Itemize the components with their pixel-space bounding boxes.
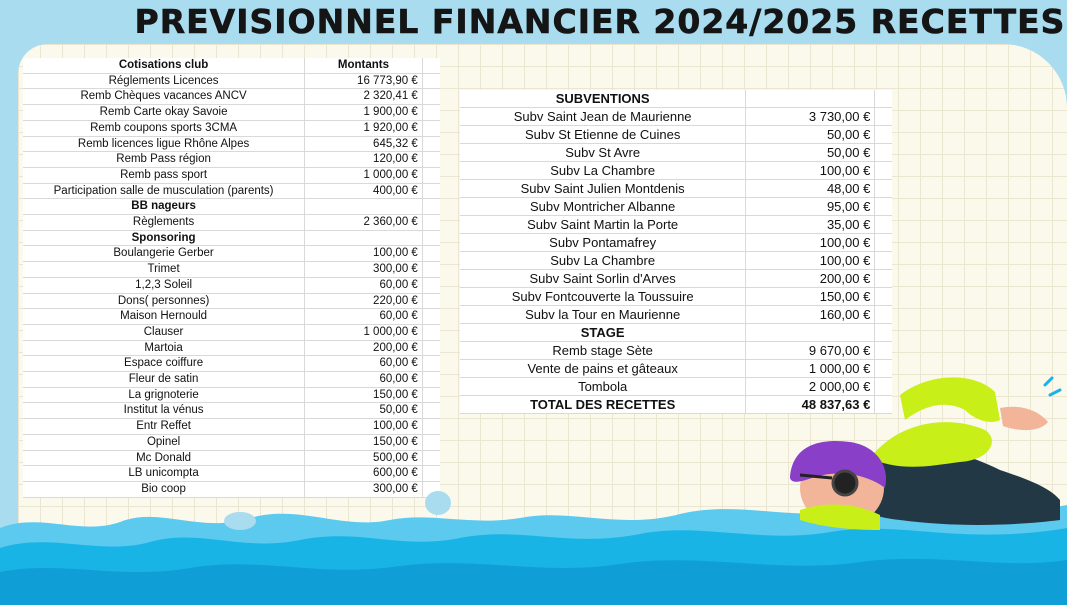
column-header-label: Cotisations club bbox=[23, 58, 305, 73]
row-amount: 100,00 € bbox=[305, 246, 423, 262]
row-label: Remb Pass région bbox=[23, 152, 305, 168]
row-label: Mc Donald bbox=[23, 450, 305, 466]
row-label: Remb licences ligue Rhône Alpes bbox=[23, 136, 305, 152]
row-label: Boulangerie Gerber bbox=[23, 246, 305, 262]
row-label: Entr Reffet bbox=[23, 419, 305, 435]
row-amount: 16 773,90 € bbox=[305, 73, 423, 89]
row-amount: 48,00 € bbox=[746, 180, 875, 198]
row-amount: 100,00 € bbox=[746, 162, 875, 180]
row-label: Subv La Chambre bbox=[460, 252, 746, 270]
row-amount: 300,00 € bbox=[305, 481, 423, 497]
row-label: BB nageurs bbox=[23, 199, 305, 215]
row-amount: 120,00 € bbox=[305, 152, 423, 168]
row-label: Tombola bbox=[460, 378, 746, 396]
row-label: Subv Pontamafrey bbox=[460, 234, 746, 252]
row-label: SUBVENTIONS bbox=[460, 90, 746, 108]
row-label: Institut la vénus bbox=[23, 403, 305, 419]
row-label: Subv Fontcouverte la Toussuire bbox=[460, 288, 746, 306]
row-amount: 3 730,00 € bbox=[746, 108, 875, 126]
row-label: Subv Saint Sorlin d'Arves bbox=[460, 270, 746, 288]
row-label: STAGE bbox=[460, 324, 746, 342]
row-label: Remb Carte okay Savoie bbox=[23, 105, 305, 121]
row-amount: 50,00 € bbox=[305, 403, 423, 419]
row-amount: 150,00 € bbox=[305, 387, 423, 403]
swimmer-hand bbox=[1000, 407, 1048, 430]
row-amount: 95,00 € bbox=[746, 198, 875, 216]
row-label: Subv Saint Julien Montdenis bbox=[460, 180, 746, 198]
row-label: Subv la Tour en Maurienne bbox=[460, 306, 746, 324]
row-amount: 220,00 € bbox=[305, 293, 423, 309]
row-label: TOTAL DES RECETTES bbox=[460, 396, 746, 414]
splash-lines bbox=[1045, 378, 1060, 395]
row-label: Opinel bbox=[23, 434, 305, 450]
row-amount: 200,00 € bbox=[305, 340, 423, 356]
row-label: Réglements Licences bbox=[23, 73, 305, 89]
row-label: Trimet bbox=[23, 262, 305, 278]
row-label: Remb coupons sports 3CMA bbox=[23, 120, 305, 136]
row-amount: 50,00 € bbox=[746, 126, 875, 144]
row-amount: 35,00 € bbox=[746, 216, 875, 234]
row-label: Subv Saint Jean de Maurienne bbox=[460, 108, 746, 126]
row-amount: 60,00 € bbox=[305, 356, 423, 372]
row-amount: 1 000,00 € bbox=[305, 167, 423, 183]
row-amount: 150,00 € bbox=[305, 434, 423, 450]
row-amount: 100,00 € bbox=[746, 234, 875, 252]
column-header-amount: Montants bbox=[305, 58, 423, 73]
row-label: LB unicompta bbox=[23, 466, 305, 482]
row-amount: 60,00 € bbox=[305, 372, 423, 388]
row-amount: 150,00 € bbox=[746, 288, 875, 306]
row-amount: 1 000,00 € bbox=[746, 360, 875, 378]
row-label: Maison Hernould bbox=[23, 309, 305, 325]
row-amount: 200,00 € bbox=[746, 270, 875, 288]
row-label: Subv La Chambre bbox=[460, 162, 746, 180]
row-amount: 160,00 € bbox=[746, 306, 875, 324]
row-amount: 100,00 € bbox=[746, 252, 875, 270]
row-label: Bio coop bbox=[23, 481, 305, 497]
row-amount: 9 670,00 € bbox=[746, 342, 875, 360]
row-label: Subv Saint Martin la Porte bbox=[460, 216, 746, 234]
page-title: PREVISIONNEL FINANCIER 2024/2025 RECETTES bbox=[134, 2, 1066, 41]
row-label: Remb stage Sète bbox=[460, 342, 746, 360]
row-amount: 100,00 € bbox=[305, 419, 423, 435]
row-label: Dons( personnes) bbox=[23, 293, 305, 309]
row-label: 1,2,3 Soleil bbox=[23, 277, 305, 293]
row-amount: 500,00 € bbox=[305, 450, 423, 466]
row-amount: 1 000,00 € bbox=[305, 324, 423, 340]
row-amount: 300,00 € bbox=[305, 262, 423, 278]
row-amount: 1 920,00 € bbox=[305, 120, 423, 136]
row-label: Martoia bbox=[23, 340, 305, 356]
row-label: Subv St Etienne de Cuines bbox=[460, 126, 746, 144]
row-amount: 50,00 € bbox=[746, 144, 875, 162]
row-amount: 2 000,00 € bbox=[746, 378, 875, 396]
row-amount: 1 900,00 € bbox=[305, 105, 423, 121]
row-label: Vente de pains et gâteaux bbox=[460, 360, 746, 378]
row-amount: 2 360,00 € bbox=[305, 215, 423, 231]
row-label: Clauser bbox=[23, 324, 305, 340]
row-amount: 645,32 € bbox=[305, 136, 423, 152]
row-label: Subv Montricher Albanne bbox=[460, 198, 746, 216]
row-label: Remb Chèques vacances ANCV bbox=[23, 89, 305, 105]
row-amount: 2 320,41 € bbox=[305, 89, 423, 105]
row-amount: 60,00 € bbox=[305, 277, 423, 293]
row-amount: 60,00 € bbox=[305, 309, 423, 325]
row-label: Règlements bbox=[23, 215, 305, 231]
row-label: Fleur de satin bbox=[23, 372, 305, 388]
row-label: Espace coiffure bbox=[23, 356, 305, 372]
swimmer-arm bbox=[900, 377, 1000, 422]
goggle-left bbox=[833, 471, 857, 495]
row-label: Subv St Avre bbox=[460, 144, 746, 162]
row-label: Remb pass sport bbox=[23, 167, 305, 183]
row-amount: 48 837,63 € bbox=[746, 396, 875, 414]
row-label: Participation salle de musculation (parents) bbox=[23, 183, 305, 199]
row-amount: 400,00 € bbox=[305, 183, 423, 199]
row-label: La grignoterie bbox=[23, 387, 305, 403]
row-amount: 600,00 € bbox=[305, 466, 423, 482]
row-label: Sponsoring bbox=[23, 230, 305, 246]
